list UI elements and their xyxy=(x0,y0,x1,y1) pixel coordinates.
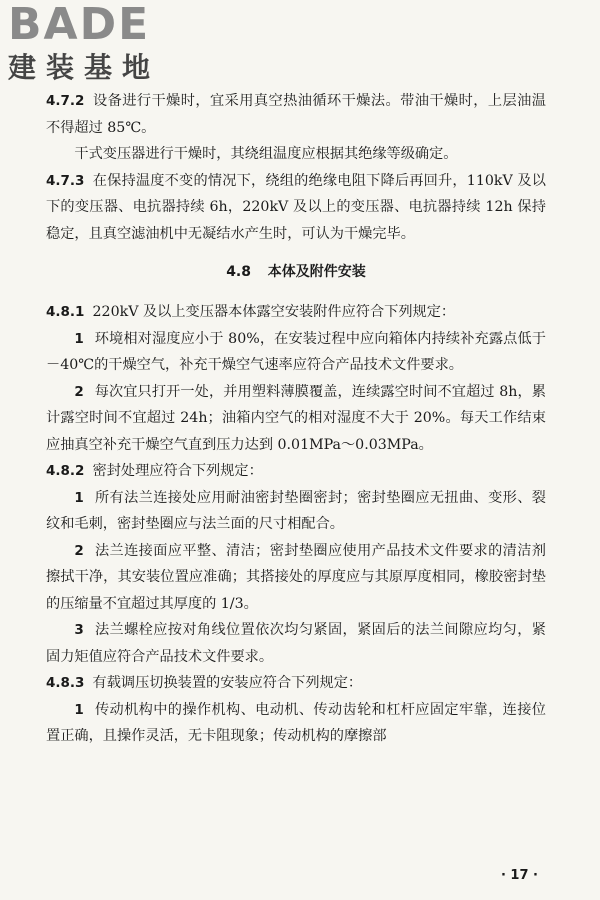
clause-number: 4.8.1 xyxy=(46,304,85,320)
section-title: 本体及附件安装 xyxy=(267,264,366,280)
clause-text: 密封处理应符合下列规定： xyxy=(92,463,263,479)
document-body xyxy=(46,88,546,750)
item-text: 每次宜只打开一处，并用塑料薄膜覆盖，连续露空时间不宜超过 8h，累计露空时间不宜超过 24h；油箱内空气的相对湿度不大于 20%。每天工作结束应抽真空补充干燥空气直到压力达到 0.01MPa～0.03MPa。 xyxy=(46,383,546,453)
list-item xyxy=(46,485,546,538)
clause-4-8-3 xyxy=(46,670,546,697)
paragraph: 干式变压器进行干燥时，其绕组温度应根据其绝缘等级确定。 xyxy=(74,146,458,162)
item-number: 3 xyxy=(74,622,84,638)
list-item xyxy=(46,617,546,670)
clause-4-7-3 xyxy=(46,168,546,248)
clause-number: 4.7.2 xyxy=(46,93,85,109)
bade-logo xyxy=(8,2,188,86)
item-text: 所有法兰连接处应用耐油密封垫圈密封；密封垫圈应无扭曲、变形、裂纹和毛刺，密封垫圈应与法兰面的尺寸相配合。 xyxy=(46,489,546,532)
list-item xyxy=(46,326,546,379)
clause-4-7-2 xyxy=(46,88,546,141)
item-number: 1 xyxy=(74,701,84,718)
item-text: 法兰连接面应平整、清洁；密封垫圈应使用产品技术文件要求的清洁剂擦拭干净，其安装位置应准确；其搭接处的厚度应与其原厚度相同，橡胶密封垫的压缩量不宜超过其厚度的 1/3。 xyxy=(46,542,546,612)
clause-text: 设备进行干燥时，宜采用真空热油循环干燥法。带油干燥时，上层油温不得超过 85℃。 xyxy=(46,93,546,136)
clause-number: 4.8.3 xyxy=(46,675,85,691)
list-item xyxy=(46,538,546,618)
item-number: 1 xyxy=(74,330,84,347)
list-item xyxy=(46,379,546,459)
item-text: 传动机构中的操作机构、电动机、传动齿轮和杠杆应固定牢靠，连接位置正确，且操作灵活，无卡阻现象；传动机构的摩擦部 xyxy=(46,701,546,744)
section-heading xyxy=(46,259,546,285)
item-text: 环境相对湿度应小于 80%，在安装过程中应向箱体内持续补充露点低于－40℃的干燥空气，补充干燥空气速率应符合产品技术文件要求。 xyxy=(46,330,546,373)
item-number: 2 xyxy=(74,383,84,400)
clause-text: 220kV 及以上变压器本体露空安装附件应符合下列规定： xyxy=(92,304,456,320)
logo-brand: BADE xyxy=(8,0,151,50)
list-item xyxy=(46,697,546,750)
clause-number: 4.8.2 xyxy=(46,463,85,479)
logo-subtitle: 建装基地 xyxy=(8,51,161,84)
item-number: 2 xyxy=(74,542,84,559)
clause-text: 在保持温度不变的情况下，绕组的绝缘电阻下降后再回升，110kV 及以下的变压器、电抗器持续 6h，220kV 及以上的变压器、电抗器持续 12h 保持稳定，且真空滤油机中无凝结水产生时，可认为干燥完毕。 xyxy=(46,172,546,242)
clause-text: 有载调压切换装置的安装应符合下列规定： xyxy=(92,675,363,691)
clause-4-8-2 xyxy=(46,458,546,485)
item-text: 法兰螺栓应按对角线位置依次均匀紧固，紧固后的法兰间隙应均匀，紧固力矩值应符合产品技术文件要求。 xyxy=(46,622,546,665)
item-number: 1 xyxy=(74,489,84,506)
page-number: · 17 · xyxy=(500,868,538,883)
clause-number: 4.7.3 xyxy=(46,172,85,189)
clause-4-8-1 xyxy=(46,299,546,326)
section-number: 4.8 xyxy=(226,264,251,280)
